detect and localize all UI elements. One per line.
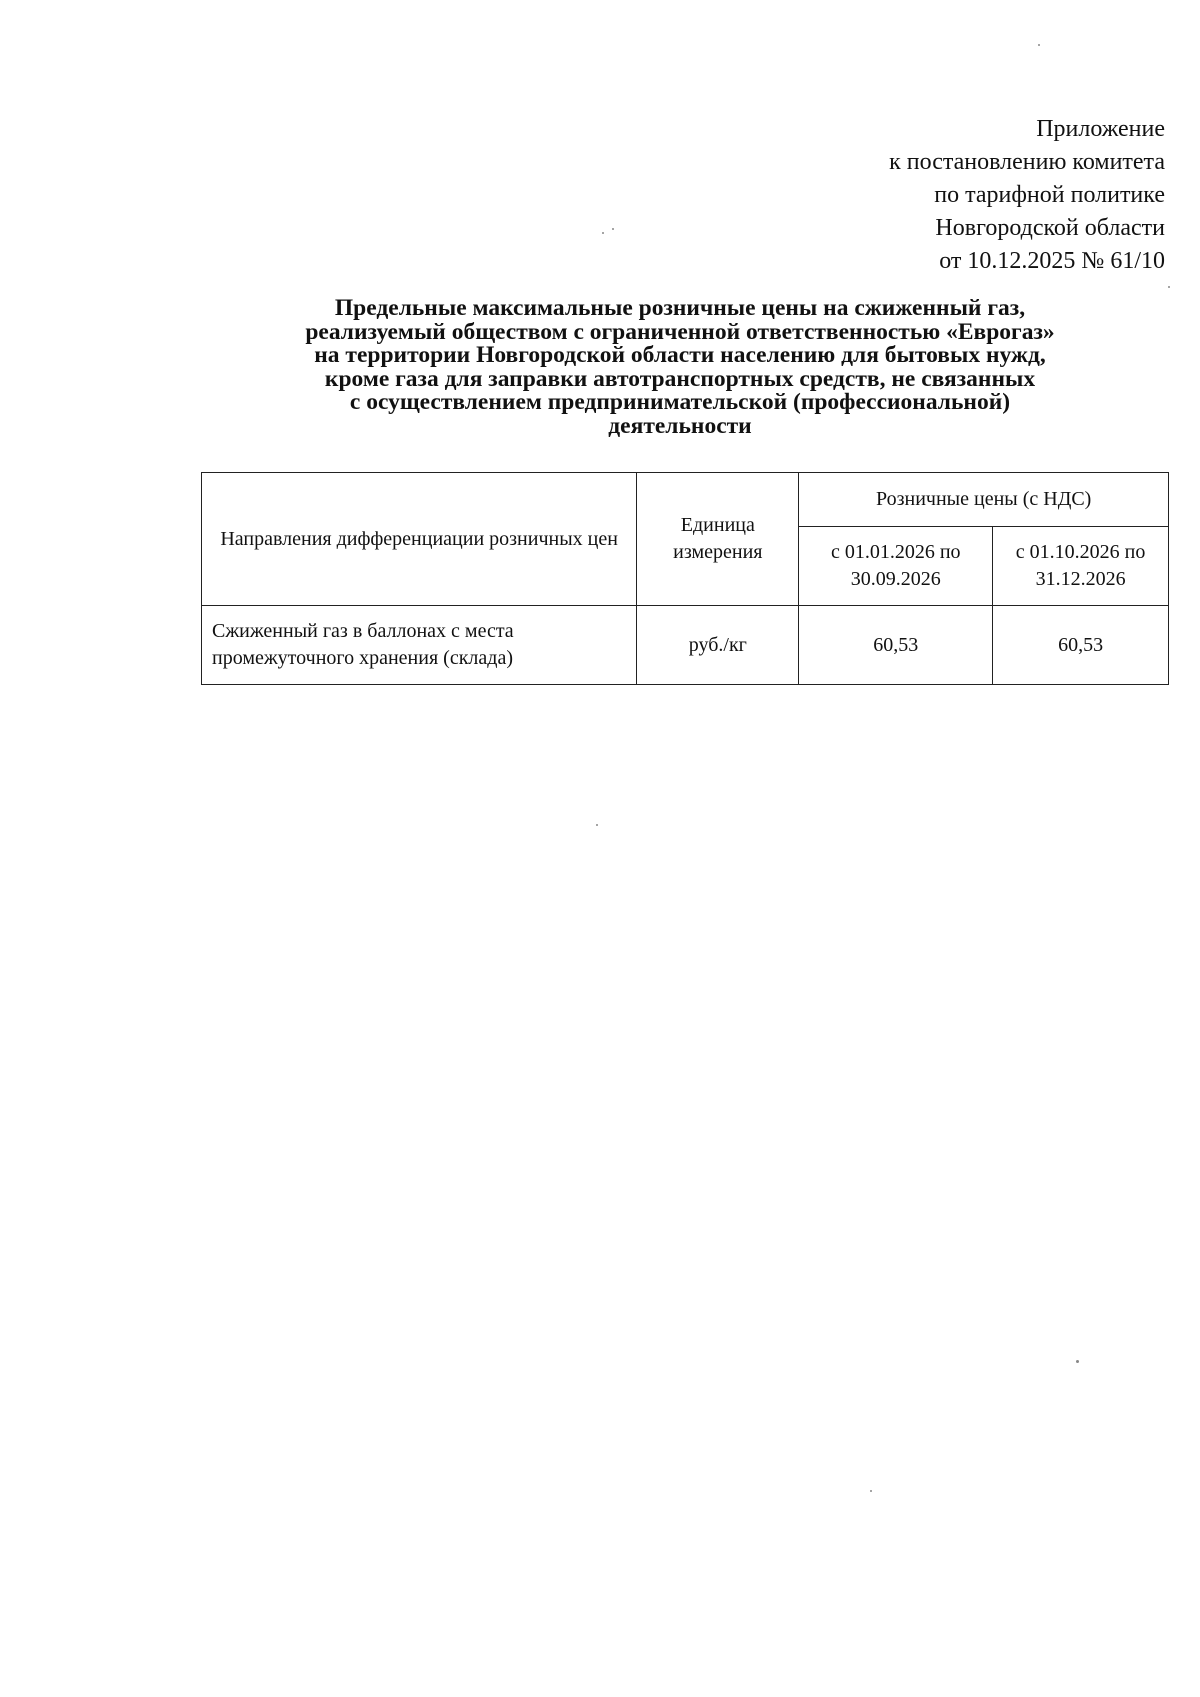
price-table — [201, 472, 1169, 685]
appendix-reference — [889, 113, 1165, 278]
cell-period-2: 60,53 — [993, 606, 1169, 685]
scan-speck — [1076, 1360, 1079, 1363]
appendix-line-4: Новгородской области — [935, 215, 1165, 241]
header-prices-group: Розничные цены (с НДС) — [799, 473, 1169, 527]
title-line-6: деятельности — [608, 412, 752, 439]
cell-period-1: 60,53 — [799, 606, 993, 685]
cell-direction: Сжиженный газ в баллонах с места промежуточного хранения (склада) — [202, 606, 637, 685]
title-line-3: на территории Новгородской области населению для бытовых нужд, — [314, 342, 1046, 368]
document-title — [200, 297, 1160, 438]
header-period-2: с 01.10.2026 по 31.12.2026 — [993, 527, 1169, 606]
scan-speck — [870, 1490, 872, 1492]
header-direction: Направления дифференциации розничных цен — [202, 473, 637, 606]
appendix-line-1: Приложение — [1036, 116, 1165, 142]
title-line-4: кроме газа для заправки автотранспортных средств, не связанных — [324, 365, 1036, 392]
appendix-line-5: от 10.12.2025 № 61/10 — [939, 248, 1165, 274]
header-unit: Единица измерения — [637, 473, 799, 606]
appendix-line-3: по тарифной политике — [934, 182, 1165, 208]
title-line-1: Предельные максимальные розничные цены на сжиженный газ, — [334, 295, 1026, 321]
scan-speck — [1038, 44, 1040, 46]
table-header-row — [202, 473, 1169, 527]
cell-unit: руб./кг — [637, 606, 799, 685]
scan-speck — [602, 232, 604, 234]
table-row — [202, 606, 1169, 685]
title-line-2: реализуемый обществом с ограниченной ответственностью «Еврогаз» — [305, 318, 1055, 345]
scan-speck — [1168, 286, 1170, 288]
scan-speck — [612, 228, 614, 230]
header-period-1: с 01.01.2026 по 30.09.2026 — [799, 527, 993, 606]
title-line-5: с осуществлением предпринимательской (профессиональной) — [349, 389, 1011, 415]
appendix-line-2: к постановлению комитета — [889, 149, 1165, 175]
scan-speck — [596, 824, 598, 826]
